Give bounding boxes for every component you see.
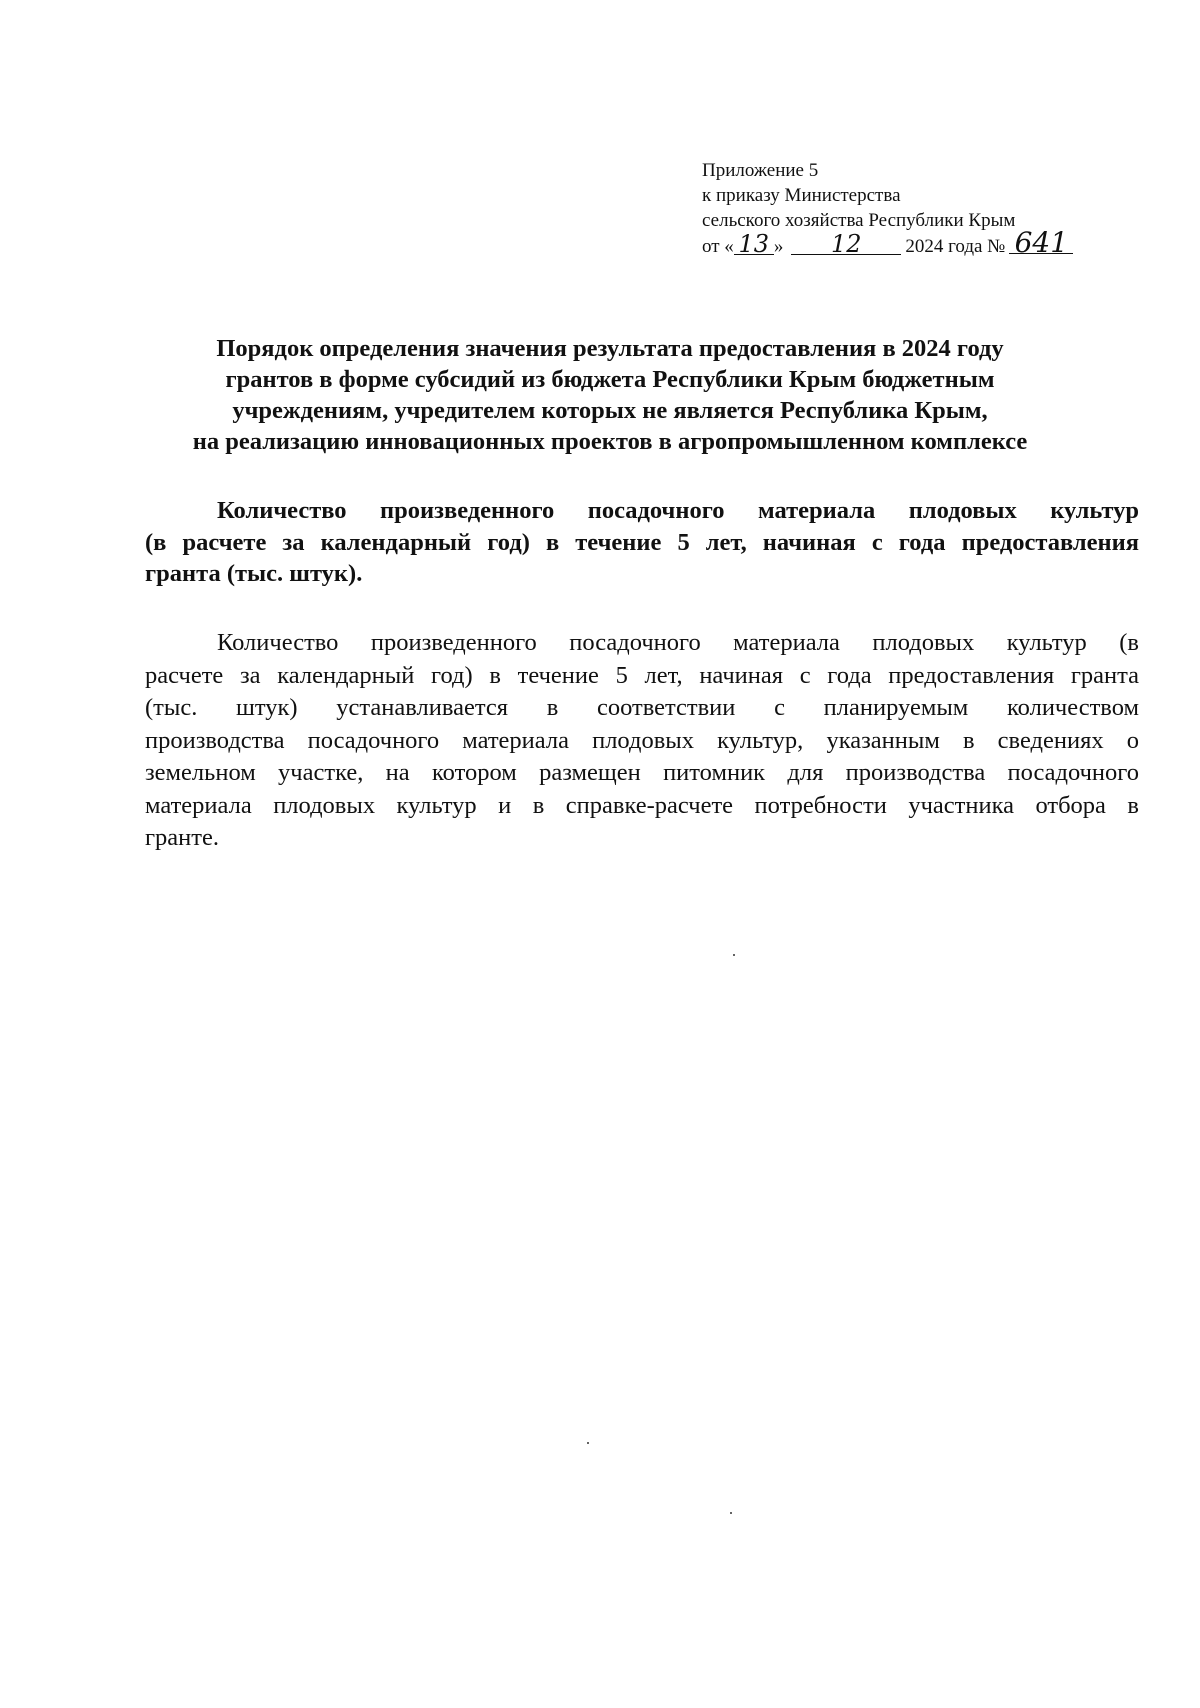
appendix-line-3: сельского хозяйства Республики Крым <box>702 210 1016 231</box>
body-paragraph <box>145 627 1139 855</box>
body-line: гранте. <box>145 824 219 851</box>
scan-speck <box>733 954 735 956</box>
appendix-line-2: к приказу Министерства <box>702 185 901 206</box>
date-mid: » <box>773 236 784 257</box>
indicator-heading-line: Количество произведенного посадочного материала плодовых культур <box>217 497 1139 524</box>
body-line: земельном участке, на котором размещен питомник для производства посадочного <box>145 759 1139 786</box>
appendix-line-1: Приложение 5 <box>702 160 819 181</box>
body-line: производства посадочного материала плодовых культур, указанным в сведениях о <box>145 726 1139 754</box>
scan-speck <box>587 1442 589 1444</box>
document-title <box>140 333 1080 457</box>
title-line: Порядок определения значения результата предоставления в 2024 году <box>216 335 1004 362</box>
year-text: 2024 года № <box>905 236 1006 257</box>
body-line: расчете за календарный год) в течение 5 лет, начиная с года предоставления гранта <box>145 661 1139 689</box>
indicator-heading-line: (в расчете за календарный год) в течение 5 лет, начиная с года предоставления <box>145 528 1139 556</box>
date-prefix: от « <box>702 236 734 257</box>
indicator-heading <box>145 495 1139 590</box>
handwritten-day: 13 <box>734 234 774 255</box>
appendix-header <box>702 158 1122 259</box>
title-line: грантов в форме субсидий из бюджета Республики Крым бюджетным <box>225 366 995 393</box>
indicator-heading-line: гранта (тыс. штук). <box>145 560 363 587</box>
handwritten-month: 12 <box>791 234 901 255</box>
body-line: Количество произведенного посадочного материала плодовых культур (в <box>217 629 1139 656</box>
body-line: (тыс. штук) устанавливается в соответствии с планируемым количеством <box>145 694 1139 721</box>
handwritten-order-number: 641 <box>1009 233 1073 254</box>
body-line: материала плодовых культур и в справке-расчете потребности участника отбора в <box>145 791 1139 819</box>
title-line: учреждениям, учредителем которых не является Республика Крым, <box>232 397 988 424</box>
scan-speck <box>730 1512 732 1514</box>
appendix-date-line <box>702 226 1122 259</box>
title-line: на реализацию инновационных проектов в агропромышленном комплексе <box>192 428 1028 455</box>
